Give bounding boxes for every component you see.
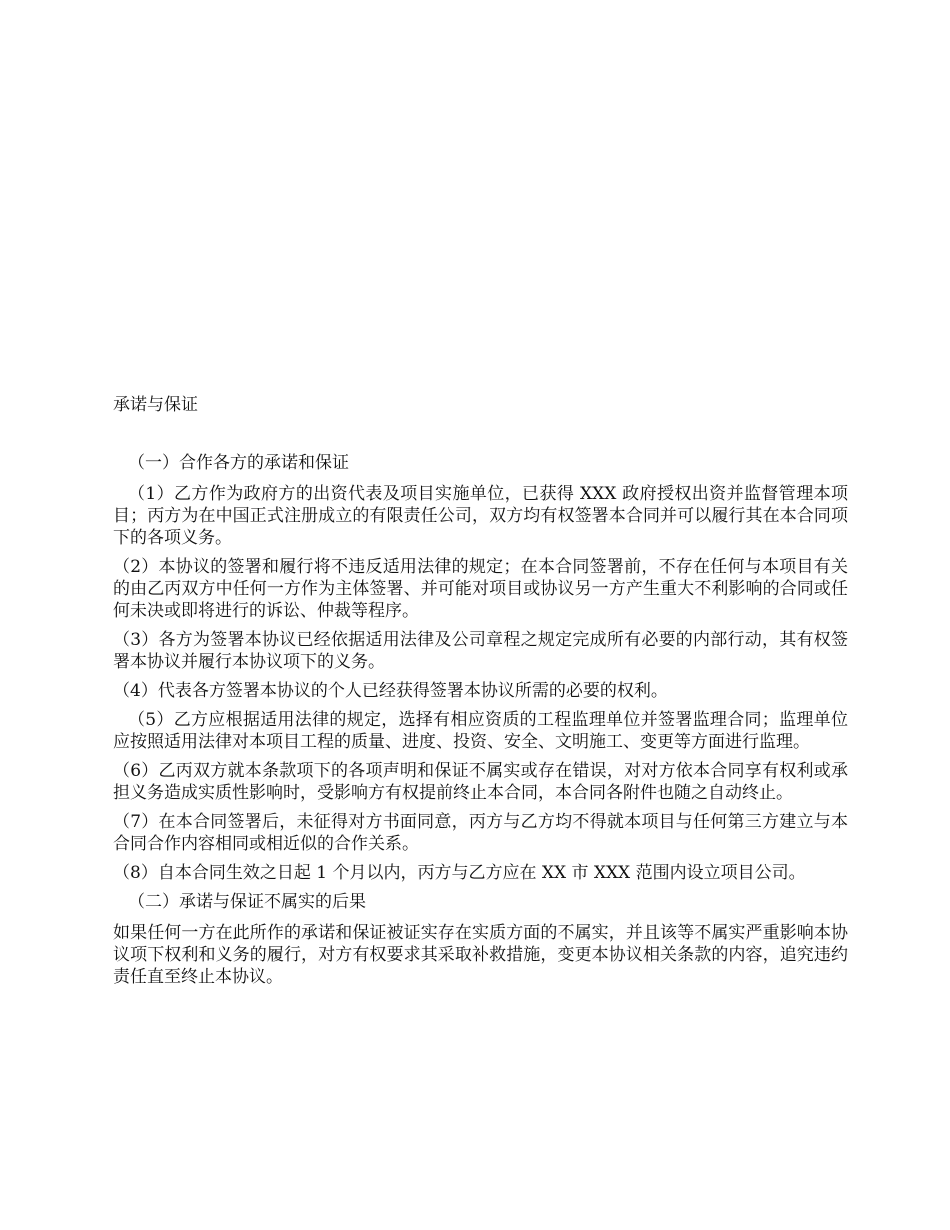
clause-3: （3）各方为签署本协议已经依据适用法律及公司章程之规定完成所有必要的内部行动，其有权签署本协议并履行本协议项下的义务。 — [113, 630, 848, 672]
clause-5: （5）乙方应根据适用法律的规定，选择有相应资质的工程监理单位并签署监理合同；监理单位应按照适用法律对本项目工程的质量、进度、投资、安全、文明施工、变更等方面进行监理。 — [113, 710, 848, 752]
clause-2: （2）本协议的签署和履行将不违反适用法律的规定；在本合同签署前，不存在任何与本项目有关的由乙丙双方中任何一方作为主体签署、并可能对项目或协议另一方产生重大不利影响的合同或任何未决或即将进行的诉讼、仲裁等程序。 — [113, 557, 848, 621]
document-body — [113, 394, 848, 995]
clause-1: （1）乙方作为政府方的出资代表及项目实施单位，已获得 XXX 政府授权出资并监督管理本项目；丙方为在中国正式注册成立的有限责任公司，双方均有权签署本合同并可以履行其在本合同项下的各项义务。 — [113, 484, 848, 548]
document-heading: 承诺与保证 — [113, 395, 198, 415]
section-2-title: （二）承诺与保证不属实的后果 — [128, 892, 366, 912]
clause-7: （7）在本合同签署后，未征得对方书面同意，丙方与乙方均不得就本项目与任何第三方建立与本合同合作内容相同或相近似的合作关系。 — [113, 812, 848, 854]
clause-8: （8）自本合同生效之日起 1 个月以内，丙方与乙方应在 XX 市 XXX 范围内设立项目公司。 — [113, 863, 806, 883]
clause-6: （6）乙丙双方就本条款项下的各项声明和保证不属实或存在错误，对对方依本合同享有权利或承担义务造成实质性影响时，受影响方有权提前终止本合同，本合同各附件也随之自动终止。 — [113, 761, 848, 803]
section-2-body: 如果任何一方在此所作的承诺和保证被证实存在实质方面的不属实，并且该等不属实严重影响本协议项下权利和义务的履行，对方有权要求其采取补救措施，变更本协议相关条款的内容，追究违约责任直至终止本协议。 — [113, 923, 848, 987]
clause-4: （4）代表各方签署本协议的个人已经获得签署本协议所需的必要的权利。 — [113, 681, 668, 701]
section-1-title: （一）合作各方的承诺和保证 — [128, 453, 349, 473]
